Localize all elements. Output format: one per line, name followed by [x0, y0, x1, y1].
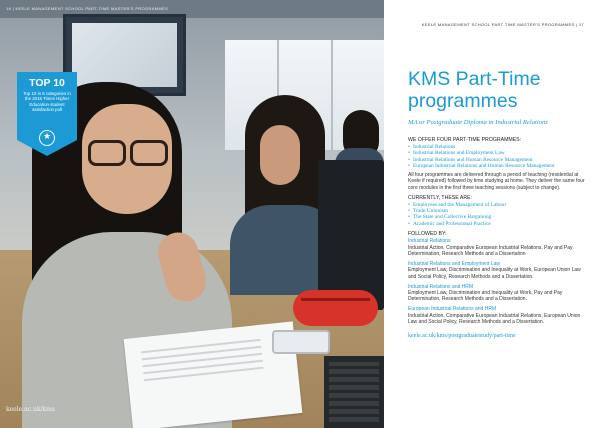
- delivery-paragraph: All four programmes are delivered through a period of teaching (residential at Keele if required) followed by time studying at home. They deliver the same four core modules in the first three teaching sessions (subject to change).: [408, 172, 585, 191]
- page-title: KMS Part-Time programmes: [408, 68, 541, 112]
- page-header-left: 16 | KEELE MANAGEMENT SCHOOL PART-TIME MASTER'S PROGRAMMES: [6, 6, 169, 11]
- badge-text: Top 10 in 6 categories in the 2015 Times Higher Education student satisfaction poll: [23, 91, 71, 113]
- page-header-right: KEELE MANAGEMENT SCHOOL PART-TIME MASTER'S PROGRAMMES | 17: [421, 22, 584, 27]
- offer-item: • European Industrial Relations and Human Resource Management: [408, 163, 588, 169]
- computer-monitor: [318, 160, 384, 310]
- star-badge-icon: ★: [39, 130, 55, 146]
- offer-heading: WE OFFER FOUR PART-TIME PROGRAMMES:: [408, 137, 522, 143]
- pencil-case: [293, 290, 378, 326]
- offer-item: • Industrial Relations and Employment Law: [408, 150, 588, 156]
- programme-name: Industrial Relations and HRM: [408, 283, 474, 290]
- glasses: [88, 140, 168, 162]
- face: [260, 125, 300, 185]
- right-page: [384, 0, 600, 428]
- core-module-list: [408, 202, 588, 227]
- top10-badge: [17, 72, 77, 156]
- page-footer-url[interactable]: keele.ac.uk/kms: [6, 406, 55, 413]
- programme-name: Industrial Relations: [408, 238, 451, 245]
- badge-title: TOP 10: [29, 77, 65, 89]
- programme-modules: Employment Law, Discrimination and Inequality at Work, Pay and Pay Determination, Research Methods and a Dissertation.: [408, 289, 563, 303]
- programme-modules: Employment Law, Discrimination and Inequality at Work, European Union Law and Social Policy, Research Methods and a Dissertation.: [408, 267, 581, 280]
- programme-modules: Industrial Action, Comparative European Industrial Relations, European Union Law and Social Policy, Research Methods and a Dissertation.: [408, 312, 581, 325]
- offer-item: • Industrial Relations and Human Resource Management: [408, 157, 588, 163]
- core-module-item: • Academic and Professional Practice: [408, 221, 588, 227]
- keyboard: [324, 356, 384, 428]
- offer-list: [408, 144, 588, 169]
- programme-name: European Industrial Relations and HRM: [408, 306, 497, 313]
- core-module-item: • The State and Collective Bargaining: [408, 214, 588, 220]
- programme-content: [408, 133, 588, 339]
- current-heading: CURRENTLY, THESE ARE:: [408, 194, 472, 201]
- programme-name: Industrial Relations and Employment Law: [408, 261, 500, 268]
- followed-heading: FOLLOWED BY:: [408, 231, 447, 238]
- page-subtitle: MA or Postgraduate Diploma in Industrial Relations: [408, 119, 548, 126]
- core-module-item: • Trade Unionism: [408, 208, 588, 214]
- phone: [272, 330, 330, 354]
- programme-modules: Industrial Action, Comparative European Industrial Relations, Pay and Pay Determination, Research Methods and a Dissertation: [408, 244, 573, 257]
- offer-item: • Industrial Relations: [408, 144, 588, 150]
- programme-url-link[interactable]: keele.ac.uk/kms/postgraduatestudy/part-time: [408, 332, 516, 339]
- core-module-item: • Employees and the Management of Labour: [408, 202, 588, 208]
